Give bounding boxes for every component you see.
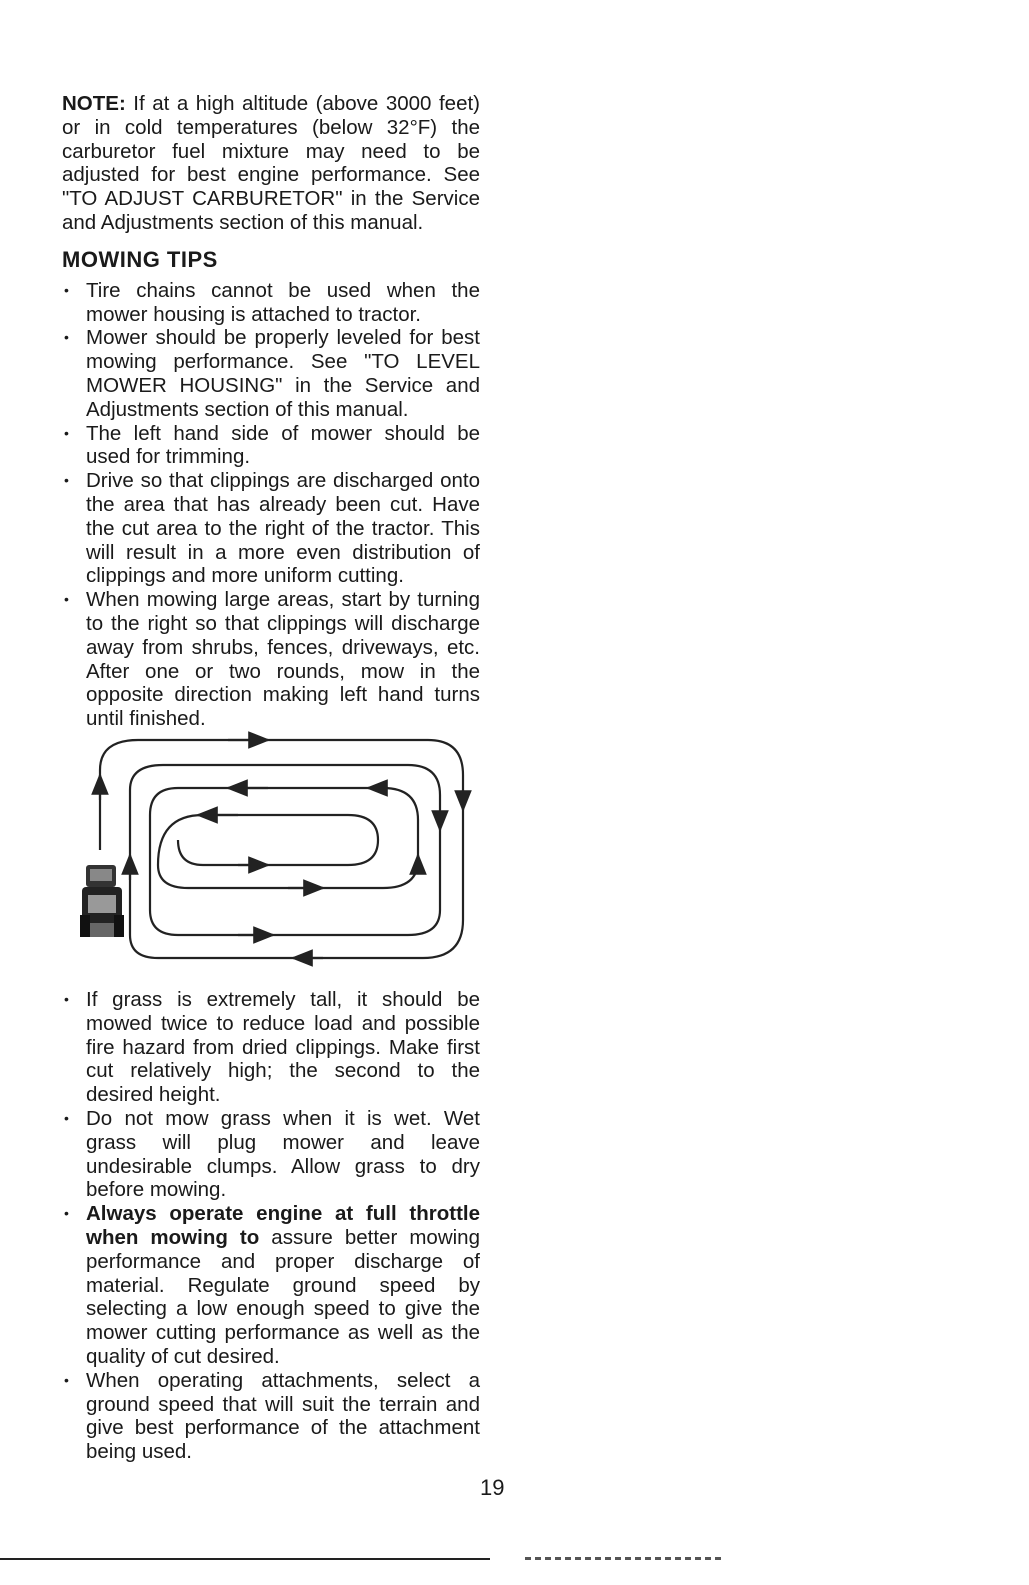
list-item-text: Do not mow grass when it is wet. Wet grass will plug mower and leave undesirable clumps. Allow grass to dry before mowing. [86, 1106, 480, 1202]
list-item-text: If grass is extremely tall, it should be mowed twice to reduce load and possible fire hazard from dried clippings. Make first cut relatively high; the second to the desired height. [86, 988, 480, 1107]
list-item: • When mowing large areas, start by turning to the right so that clippings will discharge away from shrubs, fences, driveways, etc. After one or two rounds, mow in the opposite direction making left hand turns until finished. [62, 588, 480, 731]
mowing-pattern-svg [78, 730, 478, 975]
list-item [62, 988, 480, 1107]
list-item: • The left hand side of mower should be used for trimming. [62, 422, 480, 470]
note-label: NOTE: [62, 92, 126, 115]
note-paragraph [62, 92, 480, 235]
footer-divider [0, 1558, 490, 1560]
list-item [62, 1107, 480, 1202]
text-column-bottom [62, 988, 480, 1464]
list-item: • Mower should be properly leveled for best mowing performance. See "TO LEVEL MOWER HOUSING" in the Service and Adjustments section of this manual. [62, 326, 480, 421]
note-text: If at a high altitude (above 3000 feet) or in cold temperatures (below 32°F) the carburetor fuel mixture may need to be adjusted for best engine performance. See "TO ADJUST CARBURETOR" in the Service and Adjustments section of this manual. [62, 92, 480, 234]
tractor-icon [80, 865, 124, 937]
section-title: MOWING TIPS [62, 246, 218, 272]
path-inner [158, 815, 378, 865]
list-item-text: When operating attachments, select a ground speed that will suit the terrain and give best performance of the attachment being used. [86, 1368, 480, 1464]
footer-dotted-line [525, 1557, 725, 1560]
mowing-pattern-diagram [78, 730, 478, 975]
text-column-top [62, 92, 480, 731]
list-item [62, 1202, 480, 1369]
page-number: 19 [480, 1475, 505, 1500]
list-item-text: assure better mowing performance and proper discharge of material. Regulate ground speed by selecting a low enough speed to give the mower cutting performance as well as the quality of cut desired. [86, 1225, 480, 1368]
list-item: • Drive so that clippings are discharged onto the area that has already been cut. Have the cut area to the right of the tractor. This will result in a more even distribution of clippings and more uniform cutting. [62, 469, 480, 588]
tips-list-top [62, 279, 480, 731]
list-item: • Tire chains cannot be used when the mower housing is attached to tractor. [62, 279, 480, 327]
path-ring-2 [130, 765, 440, 935]
list-item-lead: Always operate engine at full throttle when mowing to [86, 1202, 480, 1249]
tips-list-bottom [62, 988, 480, 1464]
list-item [62, 1369, 480, 1464]
